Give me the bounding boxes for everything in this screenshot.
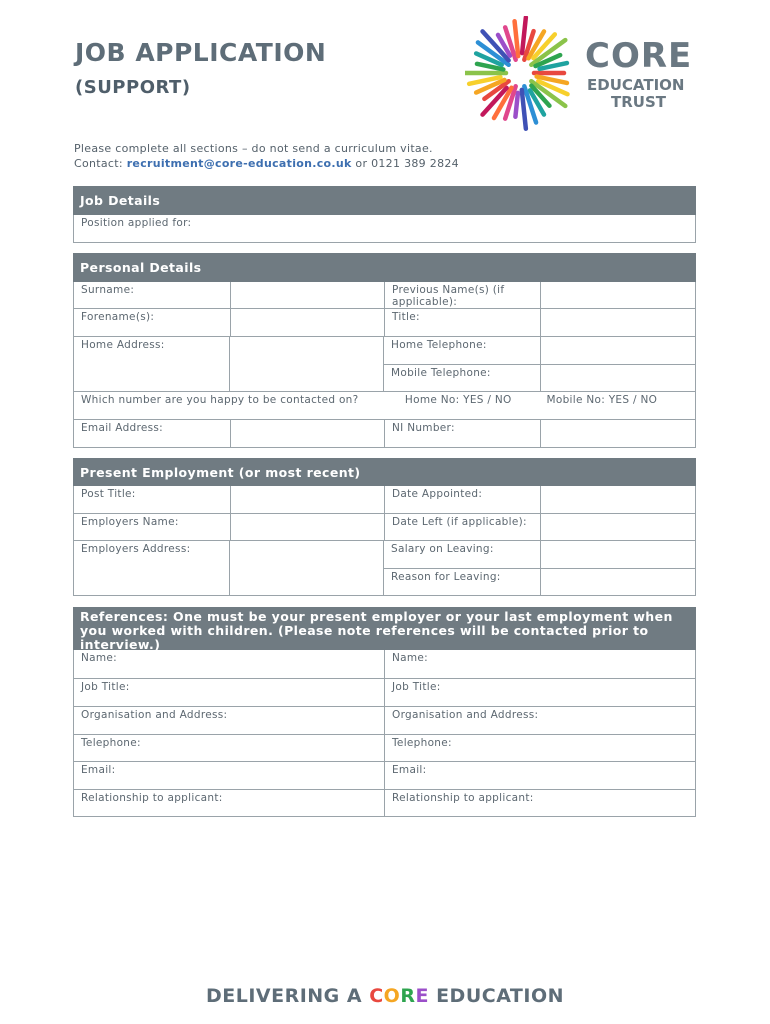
referee1-organisation-field[interactable]: Organisation and Address: bbox=[81, 709, 228, 721]
mobile-telephone-label: Mobile Telephone: bbox=[391, 367, 491, 379]
date-left-label: Date Left (if applicable): bbox=[384, 514, 540, 540]
home-telephone-label: Home Telephone: bbox=[391, 339, 487, 351]
mobile-number-yes-no[interactable]: Mobile No: YES / NO bbox=[546, 394, 658, 406]
email-address-input[interactable] bbox=[230, 420, 385, 447]
employers-address-label: Employers Address: bbox=[81, 543, 191, 555]
referee2-name-field[interactable]: Name: bbox=[384, 650, 695, 678]
references-section bbox=[73, 607, 696, 817]
footer-letter-o: O bbox=[383, 985, 401, 1007]
email-address-label: Email Address: bbox=[81, 422, 164, 434]
footer-letter-r: R bbox=[400, 985, 416, 1007]
title-input[interactable] bbox=[540, 309, 696, 336]
logo-education-text: EDUCATION bbox=[587, 76, 685, 94]
ni-number-input[interactable] bbox=[540, 420, 696, 447]
recruitment-email-link[interactable]: recruitment@core-education.co.uk bbox=[126, 157, 352, 170]
referee1-email-field[interactable]: Email: bbox=[81, 764, 116, 776]
home-address-label: Home Address: bbox=[81, 339, 165, 351]
home-number-yes-no[interactable]: Home No: YES / NO bbox=[404, 394, 512, 406]
page-subtitle: (SUPPORT) bbox=[75, 77, 191, 98]
referee2-email-field[interactable]: Email: bbox=[384, 762, 695, 789]
contact-phone: or 0121 389 2824 bbox=[351, 157, 459, 170]
salary-label: Salary on Leaving: bbox=[391, 543, 494, 555]
forenames-label: Forename(s): bbox=[81, 311, 155, 323]
contact-preference-label: Which number are you happy to be contacted on? bbox=[81, 394, 359, 406]
date-left-input[interactable] bbox=[540, 514, 696, 540]
footer-after: EDUCATION bbox=[428, 985, 565, 1007]
employers-address-input[interactable] bbox=[229, 541, 383, 595]
referee2-telephone-field[interactable]: Telephone: bbox=[384, 735, 695, 761]
employers-name-label: Employers Name: bbox=[81, 516, 179, 528]
job-details-section bbox=[73, 186, 696, 243]
reason-input[interactable] bbox=[540, 569, 696, 595]
footer-before: DELIVERING A bbox=[205, 985, 370, 1007]
contact-prefix: Contact: bbox=[74, 157, 127, 170]
ni-number-label: NI Number: bbox=[384, 420, 540, 447]
telephone-group bbox=[383, 337, 695, 391]
footer-letter-c: C bbox=[369, 985, 384, 1007]
surname-input[interactable] bbox=[230, 282, 385, 308]
home-telephone-input[interactable] bbox=[540, 337, 696, 364]
date-appointed-label: Date Appointed: bbox=[384, 486, 540, 513]
logo-trust-text: TRUST bbox=[611, 93, 666, 111]
post-title-input[interactable] bbox=[230, 486, 385, 513]
home-address-input[interactable] bbox=[229, 337, 383, 391]
mobile-telephone-input[interactable] bbox=[540, 365, 696, 391]
position-applied-field[interactable]: Position applied for: bbox=[81, 217, 192, 229]
personal-details-heading: Personal Details bbox=[73, 253, 696, 282]
leaving-group bbox=[383, 541, 695, 595]
post-title-label: Post Title: bbox=[81, 488, 136, 500]
employment-heading: Present Employment (or most recent) bbox=[73, 458, 696, 486]
footer-tagline bbox=[0, 985, 770, 1007]
title-label: Title: bbox=[384, 309, 540, 336]
referee2-organisation-field[interactable]: Organisation and Address: bbox=[384, 707, 695, 734]
core-logo-burst-icon bbox=[465, 16, 575, 131]
job-details-heading: Job Details bbox=[73, 186, 696, 215]
referee1-relationship-field[interactable]: Relationship to applicant: bbox=[81, 792, 223, 804]
previous-names-input[interactable] bbox=[540, 282, 696, 308]
intro-text bbox=[74, 141, 459, 171]
employment-section bbox=[73, 458, 696, 596]
forenames-input[interactable] bbox=[230, 309, 385, 336]
date-appointed-input[interactable] bbox=[540, 486, 696, 513]
referee1-name-field[interactable]: Name: bbox=[81, 652, 118, 664]
salary-input[interactable] bbox=[540, 541, 696, 568]
referee1-job-title-field[interactable]: Job Title: bbox=[81, 681, 130, 693]
page-title: JOB APPLICATION bbox=[75, 38, 327, 67]
employers-name-input[interactable] bbox=[230, 514, 385, 540]
referee2-relationship-field[interactable]: Relationship to applicant: bbox=[384, 790, 695, 816]
references-heading: References: One must be your present employer or your last employment when you worked with children. (Please note references will be contacted prior to interview.) bbox=[73, 607, 696, 650]
logo-core-text: CORE bbox=[585, 36, 693, 76]
previous-names-label: Previous Name(s) (if applicable): bbox=[384, 282, 540, 308]
reason-label: Reason for Leaving: bbox=[391, 571, 501, 583]
surname-label: Surname: bbox=[81, 284, 135, 296]
personal-details-section bbox=[73, 253, 696, 448]
intro-contact bbox=[74, 156, 459, 171]
referee1-telephone-field[interactable]: Telephone: bbox=[81, 737, 141, 749]
referee2-job-title-field[interactable]: Job Title: bbox=[384, 679, 695, 706]
intro-instruction: Please complete all sections – do not send a curriculum vitae. bbox=[74, 142, 433, 155]
footer-letter-e: E bbox=[415, 985, 429, 1007]
